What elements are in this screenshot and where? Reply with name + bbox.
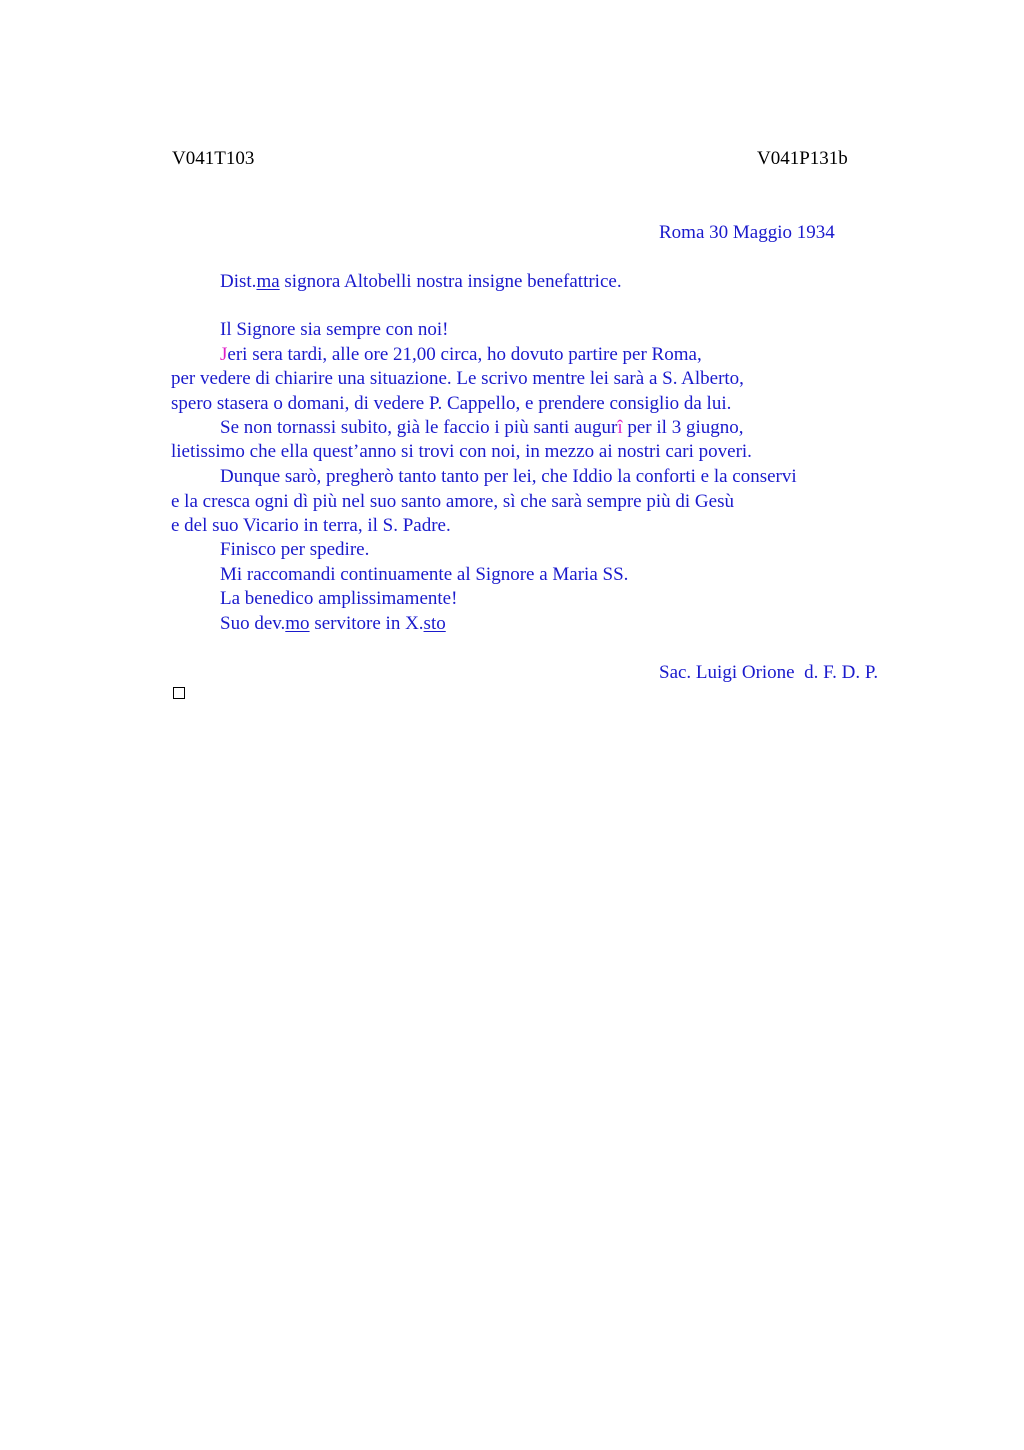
place-date: Roma 30 Maggio 1934 <box>659 222 835 243</box>
opening-line: Il Signore sia sempre con noi! <box>220 319 449 340</box>
para3-line2: e la cresca ogni dì più nel suo santo amore, sì che sarà sempre più di Gesù <box>171 491 734 512</box>
closing-abbr1: mo <box>285 613 310 634</box>
salutation-pre: Dist. <box>220 271 257 292</box>
salutation-abbr: ma <box>256 271 280 292</box>
para2-line1-mark: î <box>617 417 623 438</box>
para2-line1-post: per il 3 giugno, <box>622 417 744 438</box>
para2-line1 <box>220 416 743 440</box>
header-left-code: V041T103 <box>172 148 255 169</box>
para3-line1: Dunque sarò, pregherò tanto tanto per lei, che Iddio la conforti e la conservi <box>220 466 797 487</box>
header-right-code: V041P131b <box>757 148 848 169</box>
closing-line <box>220 612 446 636</box>
line-raccomandi: Mi raccomandi continuamente al Signore a Maria SS. <box>220 564 629 585</box>
para1-line1 <box>220 343 702 367</box>
signature: Sac. Luigi Orione d. F. D. P. <box>659 662 879 683</box>
para1-line2: per vedere di chiarire una situazione. Le scrivo mentre lei sarà a S. Alberto, <box>171 368 744 389</box>
para3-line3: e del suo Vicario in terra, il S. Padre. <box>171 515 451 536</box>
salutation <box>220 270 622 294</box>
para2-line1-pre: Se non tornassi subito, già le faccio i più santi augur <box>220 417 618 438</box>
closing-abbr2: sto <box>423 613 446 634</box>
para1-line1-rest: eri sera tardi, alle ore 21,00 circa, ho dovuto partire per Roma, <box>227 344 702 365</box>
para2-line2: lietissimo che ella quest’anno si trovi con noi, in mezzo ai nostri cari poveri. <box>171 441 752 462</box>
line-benedico: La benedico amplissimamente! <box>220 588 458 609</box>
line-finisco: Finisco per spedire. <box>220 539 370 560</box>
para1-initial: J <box>220 344 228 365</box>
closing-pre: Suo dev. <box>220 613 286 634</box>
end-mark-square <box>173 687 185 699</box>
salutation-post: signora Altobelli nostra insigne benefattrice. <box>279 271 622 292</box>
closing-mid: servitore in X. <box>309 613 424 634</box>
para1-line3: spero stasera o domani, di vedere P. Cappello, e prendere consiglio da lui. <box>171 393 732 414</box>
